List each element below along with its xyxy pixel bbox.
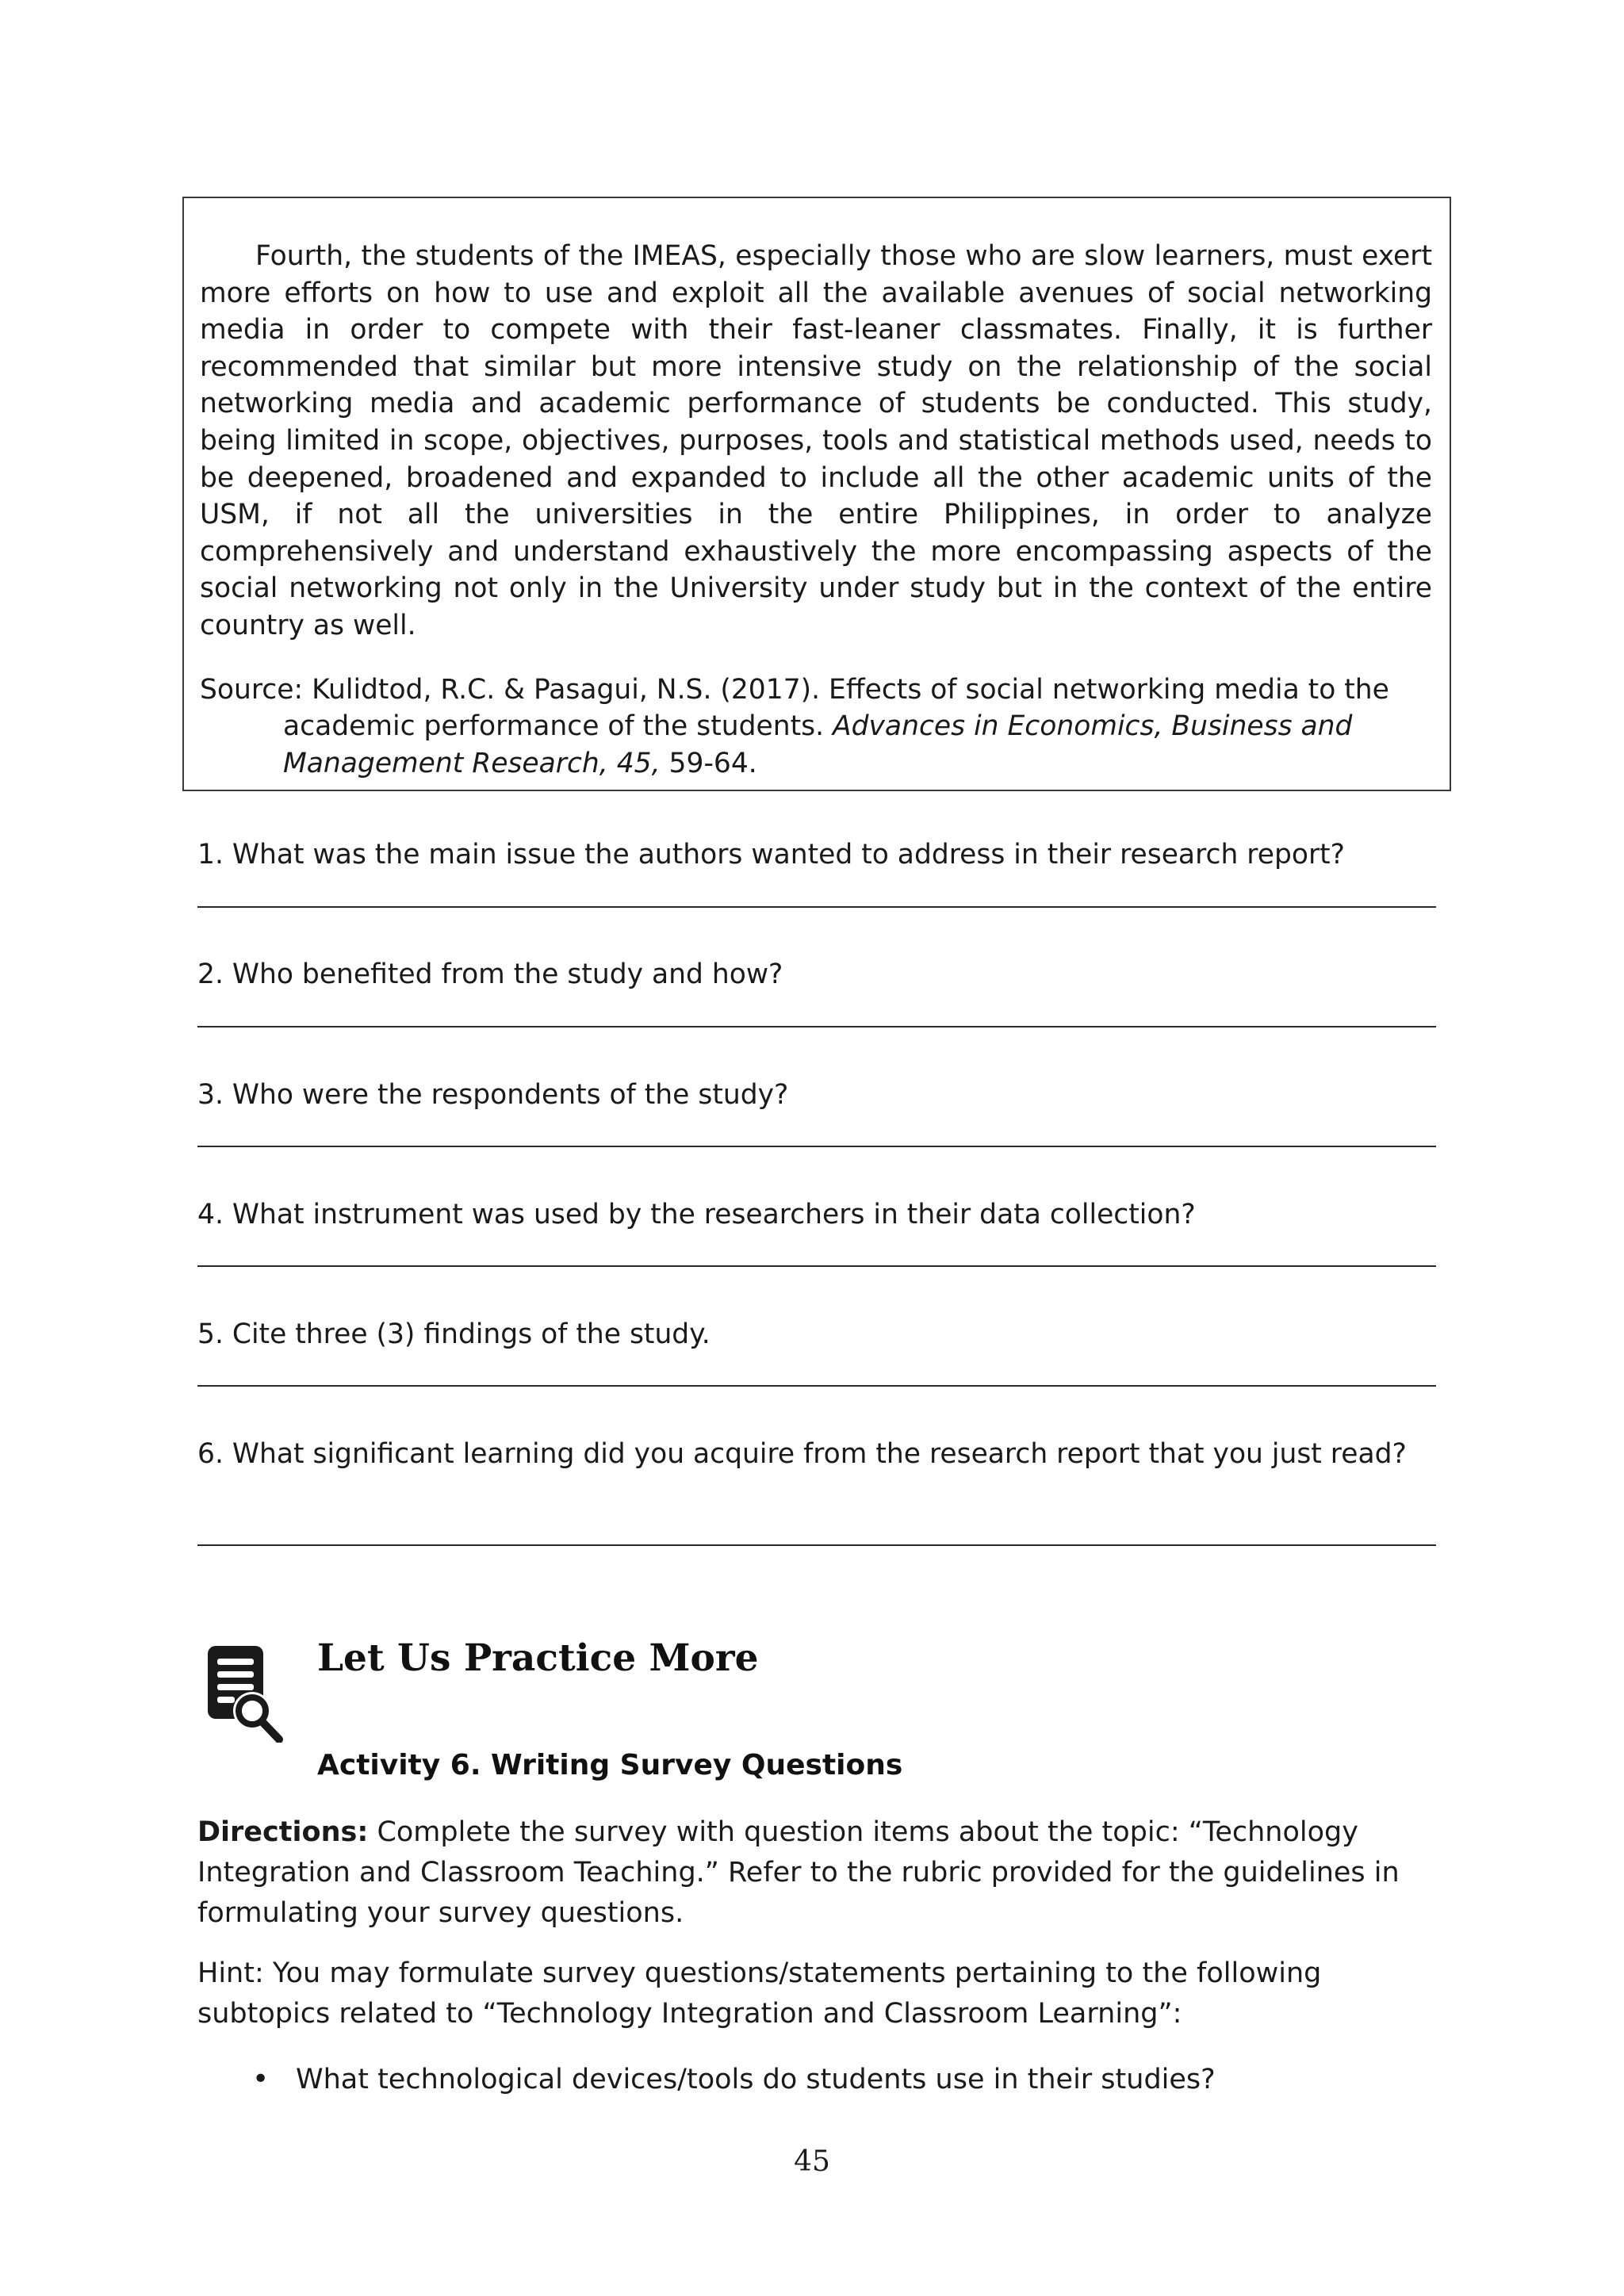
research-excerpt-box — [182, 197, 1451, 791]
section-title: Let Us Practice More — [317, 1636, 759, 1680]
question-6: 6. What significant learning did you acquire from the research report that you just read? — [197, 1438, 1407, 1470]
answer-line-3[interactable] — [197, 1146, 1436, 1147]
question-1: 1. What was the main issue the authors wanted to address in their research report? — [197, 839, 1345, 871]
activity-title: Activity 6. Writing Survey Questions — [317, 1749, 903, 1781]
question-5: 5. Cite three (3) findings of the study. — [197, 1318, 710, 1350]
excerpt-paragraph: Fourth, the students of the IMEAS, especially those who are slow learners, must exert more efforts on how to use and exploit all the available avenues of social networking media in order to compete with their fast-leaner classmates. Finally, it is further recommended that similar but more intensive study on the relationship of the social networking media and academic performance of students be conducted. This study, being limited in scope, objectives, purposes, tools and statistical methods used, needs to be deepened, broadened and expanded to include all the other academic units of the USM, if not all the universities in the entire Philippines, in order to analyze comprehensively and understand exhaustively the more encompassing aspects of the social networking not only in the University under study but in the context of the entire country as well. — [200, 240, 1432, 641]
question-2: 2. Who benefited from the study and how? — [197, 959, 783, 990]
source-pages: 59-64. — [660, 747, 757, 779]
directions-paragraph — [197, 1812, 1442, 1934]
hint-paragraph: Hint: You may formulate survey questions/statements pertaining to the following subtopics related to “Technology Integration and Classroom Learning”: — [197, 1957, 1322, 2030]
bullet-marker: • — [252, 2063, 270, 2095]
answer-line-5[interactable] — [197, 1385, 1436, 1387]
source-journal: Advances in Economics, Business and Management Research, 45, — [283, 710, 1353, 779]
document-search-icon — [203, 1641, 285, 1743]
answer-line-4[interactable] — [197, 1265, 1436, 1267]
source-citation — [200, 672, 1432, 783]
page-number: 45 — [794, 2145, 830, 2178]
source-prefix: Source: Kulidtod, R.C. & Pasagui, N.S. (2017). Effects of social networking media to the academic performance of the students. — [200, 673, 1389, 743]
question-3: 3. Who were the respondents of the study? — [197, 1079, 789, 1111]
question-4: 4. What instrument was used by the researchers in their data collection? — [197, 1199, 1196, 1230]
bullet-item-1: What technological devices/tools do students use in their studies? — [296, 2064, 1216, 2095]
directions-label: Directions: — [197, 1816, 369, 1848]
answer-line-6[interactable] — [197, 1544, 1436, 1546]
answer-line-1[interactable] — [197, 906, 1436, 908]
directions-text: Complete the survey with question items about the topic: “Technology Integration and Classroom Teaching.” Refer to the rubric provided for the guidelines in formulating your survey questions. — [197, 1816, 1400, 1929]
answer-line-2[interactable] — [197, 1026, 1436, 1027]
